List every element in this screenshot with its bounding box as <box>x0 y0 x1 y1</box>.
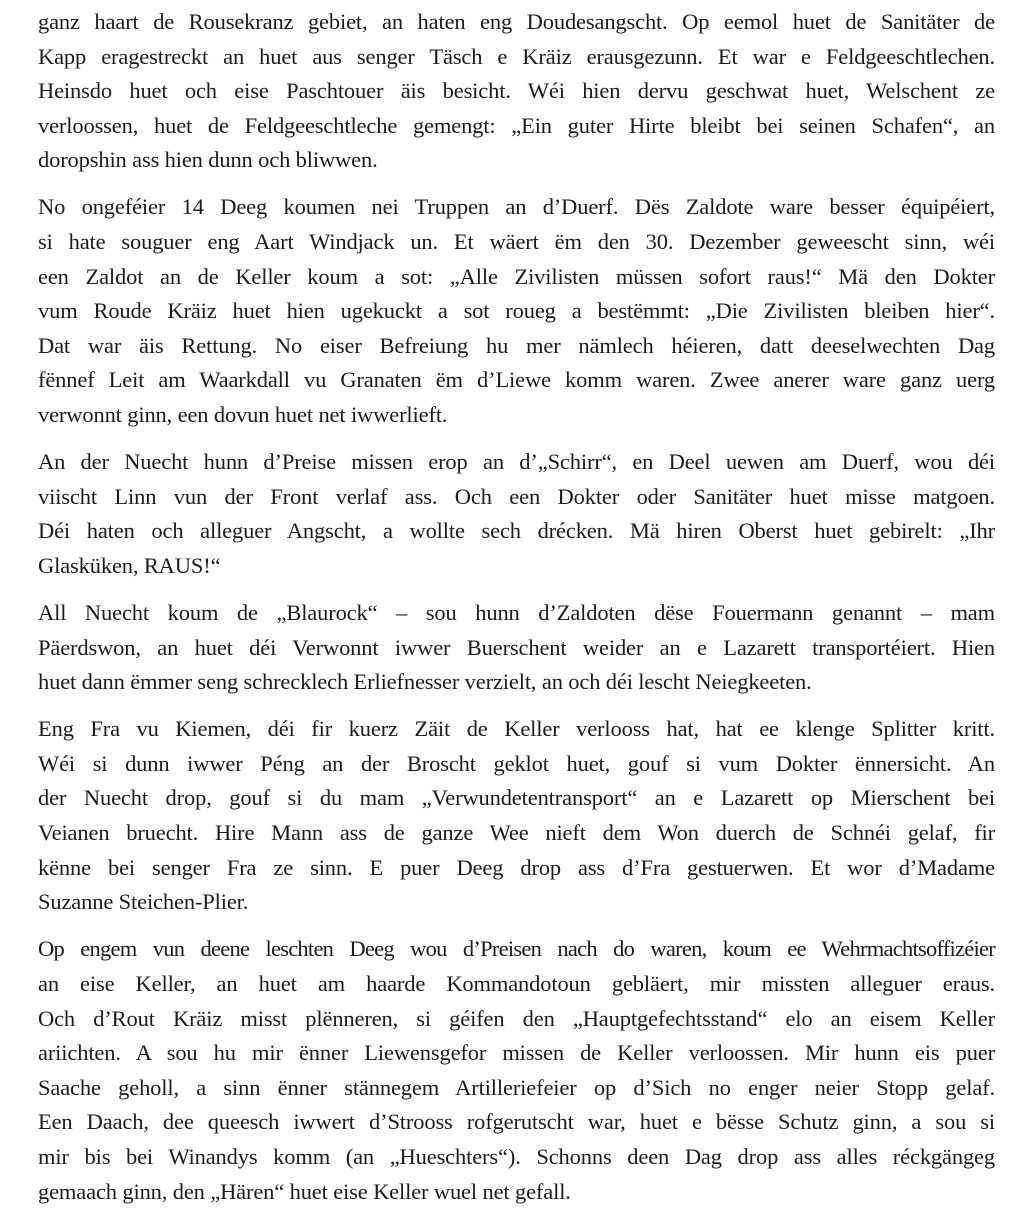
text-line: een Zaldot an de Keller koum a sot: „Alle Zivilisten müssen sofort raus!“ Mä den Dokter <box>38 263 995 289</box>
paragraph-4 <box>38 596 995 700</box>
text-line: Déi haten och alleguer Angscht, a wollte sech drécken. Mä hiren Oberst huet gebirelt: „Ihr <box>38 518 995 544</box>
paragraph-6 <box>38 932 995 1209</box>
text-line: Suzanne Steichen-Plier. <box>38 889 249 915</box>
text-line: viischt Linn vun der Front verlaf ass. Och een Dokter oder Sanitäter huet misse matgoen. <box>38 483 995 509</box>
text-line: Glasküken, RAUS!“ <box>38 552 221 578</box>
text-line: vum Roude Kräiz huet hien ugekuckt a sot roueg a bestëmmt: „Die Zivilisten bleiben hier“. <box>38 298 995 324</box>
paragraph-5 <box>38 712 995 920</box>
text-line: Een Daach, dee queesch iwwert d’Strooss rofgerutscht war, huet e bësse Schutz ginn, a sou si <box>38 1109 995 1135</box>
text-line: fënnef Leit am Waarkdall vu Granaten ëm d’Liewe komm waren. Zwee anerer ware ganz uerg <box>38 367 995 393</box>
text-line: Heinsdo huet och eise Paschtouer äis besicht. Wéi hien dervu geschwat huet, Welschent ze <box>38 78 995 104</box>
text-line: Wéi si dunn iwwer Péng an der Broscht geklot huet, gouf si vum Dokter ënnersicht. An <box>38 750 995 776</box>
text-line: doropshin ass hien dunn och bliwwen. <box>38 147 378 173</box>
text-line: All Nuecht koum de „Blaurock“ – sou hunn d’Zaldoten dëse Fouermann genannt – mam <box>38 600 995 625</box>
text-line: Och d’Rout Kräiz misst plënneren, si géifen den „Hauptgefechtsstand“ elo an eisem Keller <box>38 1005 995 1031</box>
text-line: verwonnt ginn, een dovun huet net iwwerlieft. <box>38 402 448 428</box>
text-line: verloossen, huet de Feldgeeschtleche gemengt: „Ein guter Hirte bleibt bei seinen Schafen“, an <box>38 112 995 138</box>
text-line: kënne bei senger Fra ze sinn. E puer Deeg drop ass d’Fra gestuerwen. Et wor d’Madame <box>38 854 995 880</box>
text-line: mir bis bei Winandys komm (an „Hueschters“). Schonns deen Dag drop ass alles réckgängeg <box>38 1143 995 1169</box>
text-line: gemaach ginn, den „Hären“ huet eise Keller wuel net gefall. <box>38 1178 571 1204</box>
paragraph-1 <box>38 5 995 178</box>
text-line: ariichten. A sou hu mir ënner Liewensgefor missen de Keller verloossen. Mir hunn eis puer <box>38 1040 995 1066</box>
text-line: Op engem vun deene leschten Deeg wou d’Preisen nach do waren, koum ee Wehrmachtsoffizéier <box>38 936 995 962</box>
text-line: ganz haart de Rousekranz gebiet, an haten eng Doudesangscht. Op eemol huet de Sanitäter de <box>38 9 995 34</box>
text-line: Kapp eragestreckt an huet aus senger Täsch e Kräiz erausgezunn. Et war e Feldgeeschtlechen. <box>38 43 995 69</box>
text-line: der Nuecht drop, gouf si du mam „Verwundetentransport“ an e Lazarett op Mierschent bei <box>38 785 995 811</box>
paragraph-2 <box>38 190 995 432</box>
text-line: huet dann ëmmer seng schrecklech Erliefnesser verzielt, an och déi lescht Neiegkeeten. <box>38 669 812 695</box>
text-line: si hate souguer eng Aart Windjack un. Et wäert ëm den 30. Dezember geweescht sinn, wéi <box>38 229 995 255</box>
text-line: Eng Fra vu Kiemen, déi fir kuerz Zäit de Keller verlooss hat, hat ee klenge Splitter kritt. <box>38 716 995 742</box>
text-line: an eise Keller, an huet am haarde Kommandotoun gebläert, mir missten alleguer eraus. <box>38 970 995 996</box>
text-line: Veianen bruecht. Hire Mann ass de ganze Wee nieft dem Won duerch de Schnéi gelaf, fir <box>38 820 995 846</box>
document-page <box>38 5 995 1222</box>
text-line: Dat war äis Rettung. No eiser Befreiung hu mer nämlech héieren, datt deeselwechten Dag <box>38 332 995 358</box>
text-line: Saache geholl, a sinn ënner stännegem Artilleriefeier op d’Sich no enger neier Stopp gelaf. <box>38 1074 995 1100</box>
text-line: No ongeféier 14 Deeg koumen nei Truppen an d’Duerf. Dës Zaldote ware besser équipéiert, <box>38 194 995 220</box>
text-line: Päerdswon, an huet déi Verwonnt iwwer Buerschent weider an e Lazarett transportéiert. Hien <box>38 634 995 660</box>
text-line: An der Nuecht hunn d’Preise missen erop an d’„Schirr“, en Deel uewen am Duerf, wou déi <box>38 449 995 475</box>
paragraph-3 <box>38 445 995 583</box>
